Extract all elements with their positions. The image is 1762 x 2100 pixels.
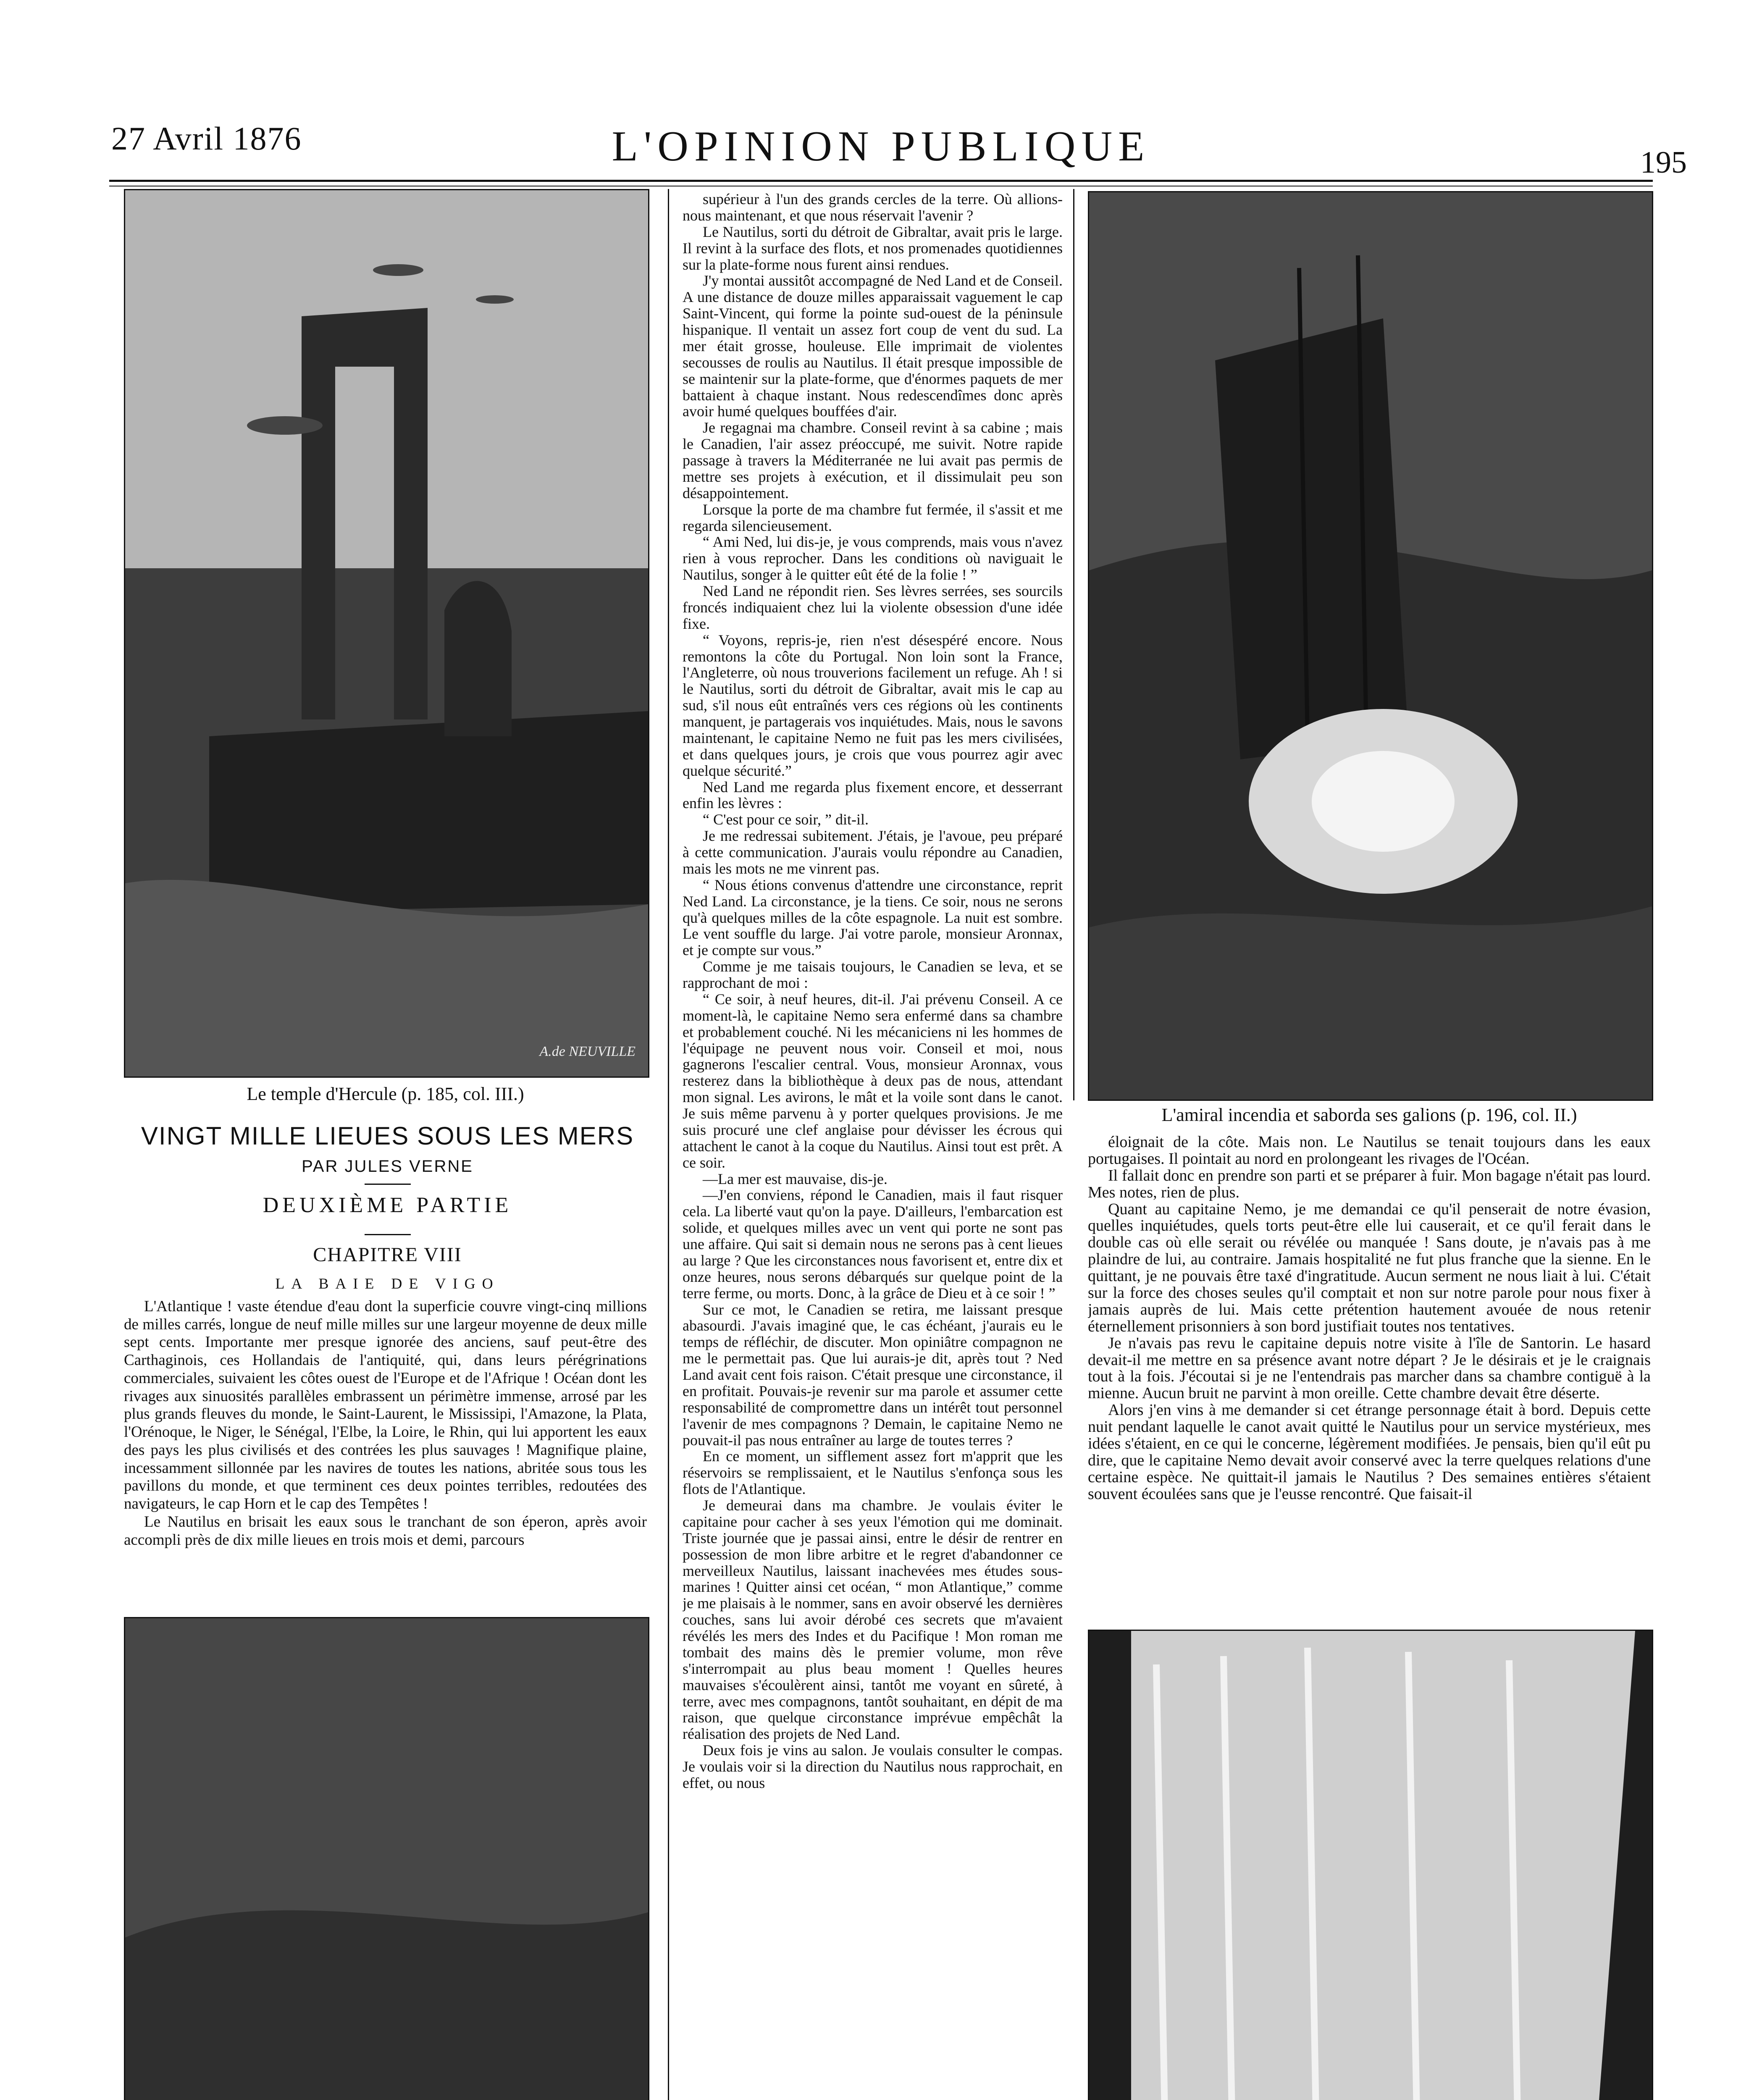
- masthead-rule: [109, 180, 1653, 182]
- paragraph: Deux fois je vins au salon. Je voulais consulter le compas. Je voulais voir si la direction du Nautilus nous rapprochait, en effet, ou nous: [683, 1742, 1063, 1791]
- issue-date: 27 Avril 1876: [111, 120, 302, 157]
- engraving-admiral-galleons: [1088, 191, 1653, 1101]
- paragraph: éloignait de la côte. Mais non. Le Nautilus se tenait toujours dans les eaux portugaises. Il pointait au nord en prolongeant les rivages de l'Océan.: [1088, 1134, 1651, 1168]
- engraving-lingots: [124, 1617, 649, 2100]
- paragraph: Je n'avais pas revu le capitaine depuis notre visite à l'île de Santorin. Le hasard devait-il me mettre en sa présence avant notre départ ? Je le désirais et je le craignais tout à la fois. J'écoutai si je ne l'entendrais pas marcher dans sa chambre contiguë à la mienne. Aucun bruit ne parvint à mon oreille. Cette chambre devait être déserte.: [1088, 1334, 1651, 1402]
- caption-admiral: L'amiral incendia et saborda ses galions (p. 196, col. II.): [1161, 1105, 1577, 1125]
- caption-temple: Le temple d'Hercule (p. 185, col. III.): [247, 1084, 524, 1104]
- paragraph: —La mer est mauvaise, dis-je.: [703, 1170, 888, 1187]
- paragraph: J'y montai aussitôt accompagné de Ned Land et de Conseil. A une distance de douze milles apparaissait vaguement le cap Saint-Vincent, qui forme la pointe sud-ouest de la péninsule hispanique. Il ventait un assez fort coup de vent du sud. La mer était grosse, houleuse. Elle imprimait de violentes secousses de roulis au Nautilus. Il était presque impossible de se maintenir sur la plate-forme, que d'énormes paquets de mer battaient à chaque instant. Nous redescendîmes donc après avoir humé quelques bouffées d'air.: [683, 272, 1063, 420]
- article-column-3: [1088, 1134, 1651, 1617]
- chapter-subtitle: LA BAIE DE VIGO: [275, 1275, 500, 1292]
- part-title: DEUXIÈME PARTIE: [263, 1193, 512, 1217]
- paragraph: —J'en conviens, répond le Canadien, mais il faut risquer cela. La liberté vaut qu'on la paye. D'ailleurs, l'embarcation est solide, et quelques milles avec un vent qui porte ne sont pas une affaire. Qui sait si demain nous ne serons pas à cent lieues au large ? Que les circonstances nous favorisent et, entre dix et onze heures, nous serons débarqués sur quelque point de la terre ferme, ou morts. Donc, à la grâce de Dieu et à ce soir ! ”: [683, 1186, 1063, 1302]
- paragraph: Quant au capitaine Nemo, je me demandai ce qu'il penserait de notre évasion, quelles inquiétudes, quels torts peut-être elle lui causerait, et ce qu'il ferait dans le double cas où elle serait ou révélée ou manquée ! Sans doute, je n'avais pas à me plaindre de lui, au contraire. Jamais hospitalité ne fut plus franche que la sienne. En le quittant, je ne pouvais être taxé d'ingratitude. Aucun serment ne nous liait à lui. C'était sur la force des choses seules qu'il comptait et non sur notre parole pour nous fixer à jamais auprès de lui. Mais cette prétention hautement avouée de nous retenir éternellement prisonniers à son bord justifiait toutes nos tentatives.: [1088, 1200, 1651, 1335]
- paragraph: “ Nous étions convenus d'attendre une circonstance, reprit Ned Land. La circonstance, je la tiens. Ce soir, nous ne serons qu'à quelques milles de la côte espagnole. La nuit est sombre. Le vent souffle du large. J'ai votre parole, monsieur Aronnax, et je compte sur vous.”: [683, 876, 1063, 959]
- paragraph: Ned Land me regarda plus fixement encore, et desserrant enfin les lèvres :: [683, 778, 1063, 812]
- paragraph: Je me redressai subitement. J'étais, je l'avoue, peu préparé à cette communication. J'aurais voulu répondre au Canadien, mais les mots ne me vinrent pas.: [683, 827, 1063, 877]
- paragraph: En ce moment, un sifflement assez fort m'apprit que les réservoirs se remplissaient, et le Nautilus s'enfonça sous les flots de l'Atlantique.: [683, 1448, 1063, 1498]
- header-rule: [365, 1184, 411, 1185]
- page-number: 195: [1640, 145, 1687, 180]
- paragraph: Ned Land ne répondit rien. Ses lèvres serrées, ses sourcils froncés indiquaient chez lui la violente obsession d'une idée fixe.: [683, 583, 1063, 632]
- story-title: VINGT MILLE LIEUES SOUS LES MERS: [141, 1122, 634, 1150]
- paragraph: “ Voyons, repris-je, rien n'est désespéré encore. Nous remontons la côte du Portugal. Non loin sont la France, l'Angleterre, où nous trouverions facilement un refuge. Ah ! si le Nautilus, sorti du détroit de Gibraltar, avait mis le cap au sud, s'il nous eût entraînés vers ces régions où les continents manquent, je partagerais vos inquiétudes. Mais, nous le savons maintenant, le capitaine Nemo ne fuit pas les mers civilisées, et dans quelques jours, je crois que vous pourrez agir avec quelque sécurité.”: [683, 631, 1063, 779]
- article-column-1: [124, 1298, 647, 1600]
- chapter-title: CHAPITRE VIII: [313, 1244, 462, 1266]
- paragraph: Le Nautilus en brisait les eaux sous le tranchant de son éperon, après avoir accompli près de dix mille lieues en trois mois et demi, parcours: [124, 1513, 647, 1549]
- newspaper-title: L'OPINION PUBLIQUE: [612, 123, 1150, 170]
- engraving-temple-of-hercules: [124, 189, 649, 1078]
- paragraph: Le Nautilus, sorti du détroit de Gibraltar, avait pris le large. Il revint à la surface des flots, et nos promenades quotidiennes sur la plate-forme nous furent ainsi rendues.: [683, 223, 1063, 273]
- header-rule: [365, 1234, 411, 1235]
- story-author: PAR JULES VERNE: [302, 1157, 473, 1176]
- paragraph: “ C'est pour ce soir, ” dit-il.: [703, 811, 869, 828]
- paragraph: “ Ce soir, à neuf heures, dit-il. J'ai prévenu Conseil. A ce moment-là, le capitaine Nemo sera enfermé dans sa chambre et probablement couché. Ni les mécaniciens ni les hommes de l'équipage ne peuvent nous voir. Conseil et moi, nous gagnerons l'escalier central. Vous, monsieur Aronnax, vous resterez dans la bibliothèque à deux pas de nous, attendant mon signal. Les avirons, le mât et la voile sont dans le canot. Je suis même parvenu à y porter quelques provisions. Je me suis procuré une clef anglaise pour dévisser les écrous qui attachent le canot à la coque du Nautilus. Ainsi tout est prêt. A ce soir.: [683, 990, 1063, 1171]
- paragraph: Je demeurai dans ma chambre. Je voulais éviter le capitaine pour cacher à ses yeux l'émotion qui me dominait. Triste journée que je passai ainsi, entre le désir de rentrer en possession de mon libre arbitre et le regret d'abandonner ce merveilleux Nautilus, laissant inachevées mes études sous-marines ! Quitter ainsi cet océan, “ mon Atlantique,” comme je me plaisais à le nommer, sans en avoir observé les dernières couches, sans lui avoir dérobé ces secrets que m'avaient révélés les mers des Indes et du Pacifique ! Mon roman me tombait des mains dès le premier volume, mon rêve s'interrompait au plus beau moment ! Quelles heures mauvaises s'écoulèrent ainsi, tantôt me voyant en sûreté, à terre, avec mes compagnons, tantôt souhaitant, en dépit de ma raison, que quelque circonstance imprévue empêchât la réalisation des projets de Ned Land.: [683, 1497, 1063, 1743]
- paragraph: Il fallait donc en prendre son parti et se préparer à fuir. Mon bagage n'était pas lourd. Mes notes, rien de plus.: [1088, 1166, 1651, 1201]
- article-column-2: [683, 191, 1063, 2100]
- paragraph: Je regagnai ma chambre. Conseil revint à sa cabine ; mais le Canadien, l'air assez préoccupé, me suivit. Notre rapide passage à travers la Méditerranée ne lui avait pas permis de mettre ses projets à exécution, et il dissimulait peu son désappointement.: [683, 419, 1063, 501]
- paragraph: supérieur à l'un des grands cercles de la terre. Où allions-nous maintenant, et que nous réservait l'avenir ?: [683, 191, 1063, 224]
- column-separator-right: [1073, 189, 1074, 1100]
- engraving-signature: A.de NEUVILLE: [539, 1044, 635, 1059]
- paragraph: “ Ami Ned, lui dis-je, je vous comprends, mais vous n'avez rien à vous reprocher. Dans les conditions où naviguait le Nautilus, songer à le quitter eût été de la folie ! ”: [683, 533, 1063, 583]
- paragraph: L'Atlantique ! vaste étendue d'eau dont la superficie couvre vingt-cinq millions de milles carrés, longue de neuf mille milles sur une largeur moyenne de deux mille sept cents. Importante mer presque ignorée des anciens, sauf peut-être des Carthaginois, ces Hollandais de l'antiquité, qui, dans leurs pérégrinations commerciales, suivaient les côtes ouest de l'Europe et de l'Afrique ! Océan dont les rivages aux sinuosités parallèles embrassent un périmètre immense, arrosé par les plus grands fleuves du monde, le Saint-Laurent, le Mississipi, l'Amazone, la Plata, l'Orénoque, le Niger, le Sénégal, l'Elbe, la Loire, le Rhin, qui lui apportent les eaux des pays les plus civilisés et des contrées les plus sauvages ! Magnifique plaine, incessamment sillonnée par les navires de toutes les nations, abritée sous tous les pavillons du monde, et que terminent ces deux pointes terribles, redoutées des navigateurs, le cap Horn et le cap des Tempêtes !: [124, 1298, 647, 1513]
- engraving-destroyed-city: [1088, 1630, 1653, 2100]
- paragraph: Alors j'en vins à me demander si cet étrange personnage était à bord. Depuis cette nuit pendant laquelle le canot avait quitté le Nautilus pour un service mystérieux, mes idées s'étaient, en ce qui le concerne, légèrement modifiées. Je pensais, bien qu'il eût pu dire, que le capitaine Nemo devait avoir conservé avec la terre quelques relations d'une certaine espèce. Ne quittait-il jamais le Nautilus ? Des semaines entières s'étaient souvent écoulées sans que je l'eusse rencontré. Que faisait-il: [1088, 1401, 1651, 1503]
- paragraph: Lorsque la porte de ma chambre fut fermée, il s'assit et me regarda silencieusement.: [683, 501, 1063, 534]
- column-separator-left: [668, 189, 669, 2100]
- paragraph: Sur ce mot, le Canadien se retira, me laissant presque abasourdi. J'avais imaginé que, le cas échéant, j'aurais eu le temps de réfléchir, de discuter. Mon opiniâtre compagnon ne me le permettait pas. Que lui aurais-je dit, après tout ? Ned Land avait cent fois raison. C'était presque une circonstance, il en profitait. Pouvais-je revenir sur ma parole et assumer cette responsabilité de compromettre dans un intérêt tout personnel l'avenir de mes compagnons ? Demain, le capitaine Nemo ne pouvait-il pas nous entraîner au large de toutes terres ?: [683, 1301, 1063, 1449]
- paragraph: Comme je me taisais toujours, le Canadien se leva, et se rapprochant de moi :: [683, 958, 1063, 991]
